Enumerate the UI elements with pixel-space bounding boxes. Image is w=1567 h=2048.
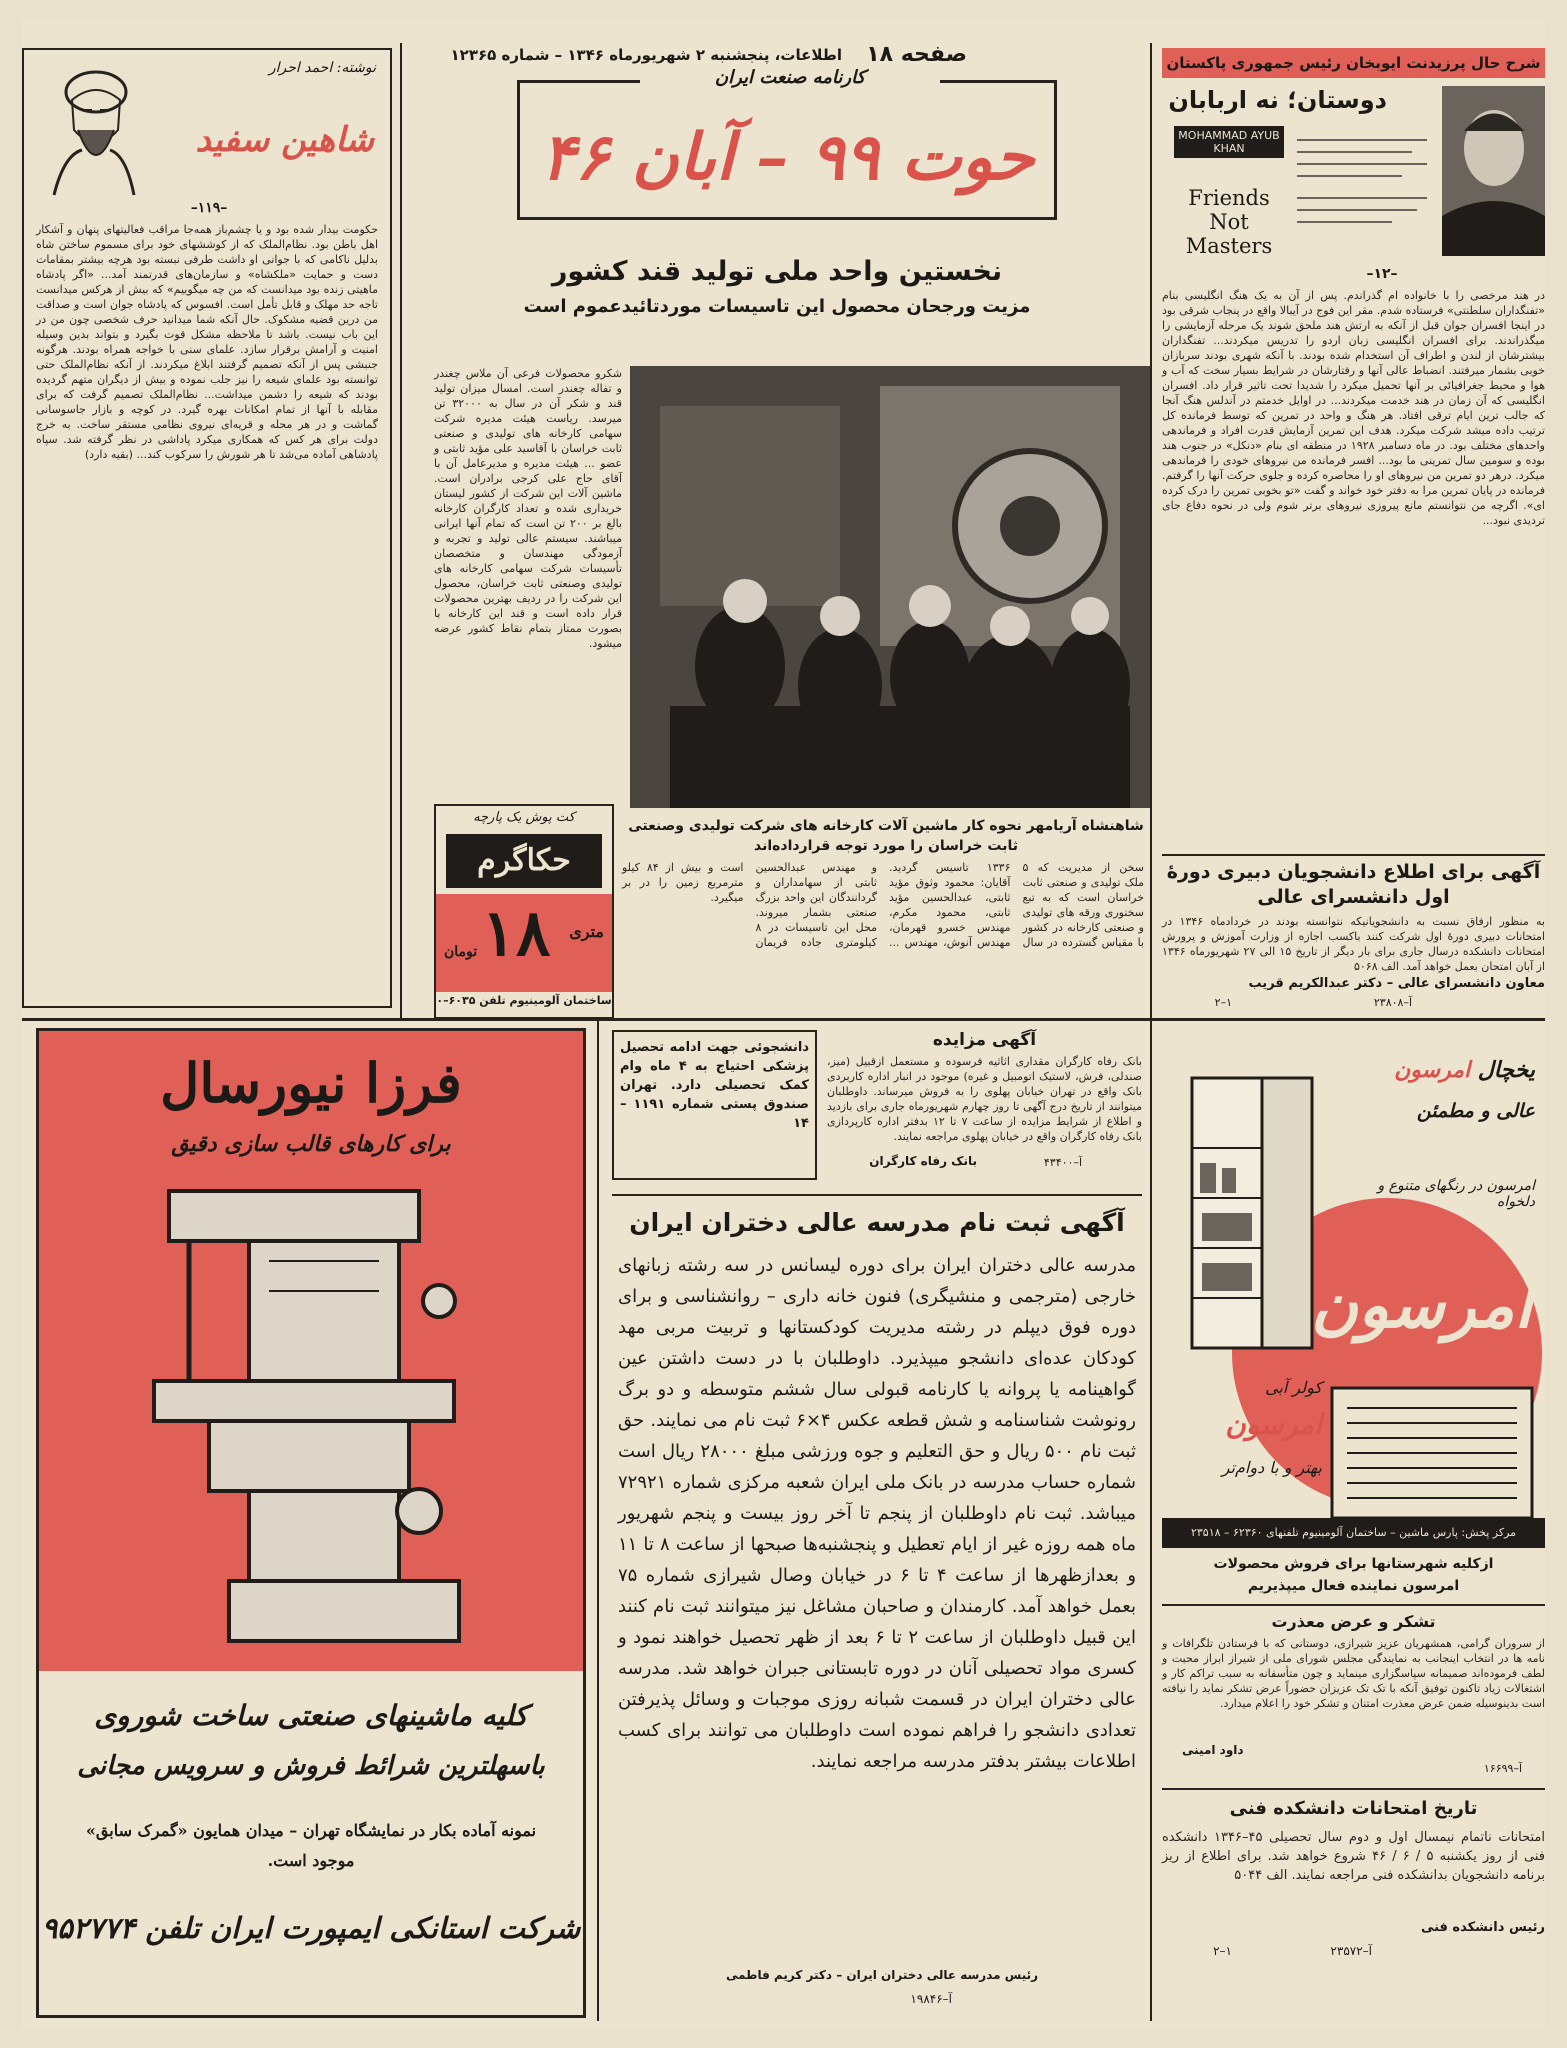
notice-body: به منظور ارفاق نسبت به دانشجویانیکه نتوانسته بودند در خردادماه ۱۳۴۶ در امتحانات دبیری دورهٔ اول شرکت کنند باکسب اجازه از وزارت آموزش و پرورش امتحانات دانشکده درسال جاری برای بار دیگر از تاریخ ۱۵ الی ۲۷ شهریورماه ۱۳۴۶ از آبان امتحان بعمل خواهد آمد. الف ۵۰۶۸ <box>1158 915 1545 973</box>
thanks-code: آ–۱۶۶۹۹ <box>1483 1762 1522 1775</box>
cooler-illustration <box>1322 1378 1542 1528</box>
newspaper-page <box>22 18 1545 2030</box>
book-title: Friends Not Masters <box>1185 186 1273 258</box>
fridge-label-text: یخچال <box>1477 1058 1535 1083</box>
fridge-slogan: عالی و مطمئن <box>1416 1100 1535 1122</box>
auction-signature: بانک رفاه کارگران <box>869 1154 977 1168</box>
coat-ad-top: کت پوش یک پارچه <box>473 810 575 825</box>
fridge-illustration <box>1172 1068 1322 1358</box>
poet-portrait-icon <box>34 60 154 195</box>
coat-ad-price-label: متری <box>569 922 604 941</box>
story-body-right: شکرو محصولات فرعی آن ملاس چغندر و تفاله چغندر است. امسال میزان تولید قند و شکر آن در سال به ۳۲۰۰۰ تن میرسد. ریاست هیئت مدیره شرکت سهامی کارخانه های تولیدی و صنعتی ثابت خراسان با آقاسید علی مؤید ثابتی و عضو ... هیئت مدیره و مدیرعامل آن با آقای حاج علی کرجی برادران است. ماشین آلات این شرکت از کشور لیستان خریداری شده و تعداد کارگران کارخانه بالغ بر ۲۰۰ تن است که تمام آنها ایرانی میباشند. سیستم عالی تولید و تجربه و آزمودگی مهندسان و متخصصان تأسیسات شرکت سهامی کارخانه های تولیدی وصنعتی ثابت خراسان، محصول این شرکت را در ردیف بهترین محصولات قرار داده است و قند این کارخانه با بصورت ممتاز بتمام نقاط کشور عرضه میشود. <box>430 367 623 650</box>
machine-ad-brand: فرزا نیورسال <box>160 1051 462 1115</box>
fridge-label <box>1355 1058 1535 1083</box>
school-title: آگهی ثبت نام مدرسه عالی دختران ایران <box>629 1208 1125 1237</box>
industry-ad-banner <box>517 67 1057 220</box>
biography-episode: –۱۲– <box>1366 266 1398 282</box>
rule <box>1162 854 1545 856</box>
photo-caption: شاهنشاه آریامهر نحوه کار ماشین آلات کارخانه های شرکت تولیدی وصنعتی ثابت خراسان را مورد توجه قرارداده‌اند <box>628 818 1144 854</box>
portrait-illustration <box>34 60 154 195</box>
notice-code: آ–۲۳۸۰۸ <box>1373 996 1412 1009</box>
biography-kicker: شرح حال پرزیدنت ایوبخان رئیس جمهوری پاکستان <box>1162 48 1545 78</box>
book-author-label: MOHAMMAD AYUB KHAN <box>1174 126 1284 158</box>
auction-code: آ–۴۳۴۰۰ <box>1043 1156 1082 1169</box>
auction-body: بانک رفاه کارگران مقداری اثاثیه فرسوده و مستعمل ازقبیل (میز، صندلی، فرش، لاستیک اتومبیل و غیره) موجود در انبار اداره کاربردی بانک واقع در تهران خیابان پهلوی را به فروش میرساند. داوطلبان میتوانند از تاریخ درج آگهی تا روز چهارم شهریورماه جاری برای بازدید و اطلاع از شرایط مزایده از ساعت ۷ تا ۱۲ بدفتر اداره کارپردازی بانک رفاه کارگران واقع در خیابان پهلوی مراجعه نمایند. <box>823 1055 1143 1143</box>
thanks-body: از سروران گرامی، همشهریان عزیز شیرازی، دوستانی که با فرستادن تلگرافات و نامه ها در انتخاب اینجانب به نمایندگی مجلس شورای ملی از شیراز ابراز محبت و لطف فرموده‌اند صمیمانه سپاسگزاری مینماید و چون متأسفانه به سبب تراکم کار و اشتغالات زیاد تاکنون توفیق آنکه با تک تک عزیزان حضوراً عرض تشکر نماید را نیافته است بدینوسیله ضمن عرض معذرت امتنان و تشکر خود را اعلام میدارد. <box>1158 1637 1545 1710</box>
rule <box>1162 1788 1545 1790</box>
book-page-thumbnail <box>1292 128 1432 238</box>
emerson-ad <box>1162 1028 1545 1548</box>
industry-ad-tagline: کارنامه صنعت ایران <box>640 67 940 88</box>
notice-title: آگهی برای اطلاع دانشجویان دبیری دورهٔ اول دانشسرای عالی <box>1166 861 1541 908</box>
emerson-footer1: ازکلیه شهرستانها برای فروش محصولات <box>1213 1556 1494 1572</box>
thanks-title: تشکر و عرض معذرت <box>1271 1612 1436 1631</box>
machine-ad-line3: نمونه آماده بکار در نمایشگاه تهران – میدان همایون «گمرک سابق» <box>85 1821 537 1840</box>
industry-ad-headline: حوت ۹۹ – آبان ۴۶ <box>540 120 1035 195</box>
fridge-desc: امرسون در رنگهای متنوع و دلخواه <box>1377 1178 1535 1210</box>
column-rule <box>1150 1021 1152 2021</box>
author-byline: نوشته: احمد احرار <box>268 60 376 76</box>
cooler-slogan: بهتر و با دوام‌تر <box>1221 1458 1322 1477</box>
coat-ad-price: ۱۸ <box>481 896 551 971</box>
notice-signature: معاون دانشسرای عالی – دکتر عبدالکریم قریب <box>1248 976 1545 991</box>
auction-title: آگهی مزایده <box>932 1030 1037 1050</box>
notice-number: ۱–۲ <box>1214 996 1232 1009</box>
emerson-distributor: مرکز پخش: پارس ماشین – ساختمان آلومینیوم تلفنهای ۶۲۳۶۰ – ۲۳۵۱۸ <box>1162 1518 1545 1548</box>
coat-ad-brand: حکاگرم <box>446 834 602 888</box>
biography-body: در هند مرخصی را با خانواده ام گذراندم. پس از آن به یک هنگ انگلیسی بنام «تفنگداران سلطنتی» فرستاده شدم. مقر این فوج در آیبالا واقع در پنجاب شرقی بود در اینجا افسران جوان قبل از آنکه به ارتش هند ملحق شوند یک مرحله آزمایشی را میگذراندند. برای افسران انگلیسی زبان اردو را تدریس میکردند... تفنگداران بیشترشان از لندن و اطراف آن استخدام شده بودند. با آنکه شهری بودند سربازان خوبی بشمار میرفتند. انضباط عالی آنها و رفتارشان در شرایط بسیار سخت که آب و هوا و محیط جغرافیائی بر آنها تحمیل میکرد را شدیدا تحت تاثیر قرار داد. افسران انگلیسی که آن زمان در هند خدمت میکردند... در اوایل خدمتم در آندلس هنگ آنجا که جالب ترین ایام ترقی افتاد. هر هنگ و واحد در تمرین که توسط فرمانده کل ترتیب داده میشد شرکت میکرد. هدف این تمرین آزمایش قدرت افراد و فرماندهی واحدهای مختلف بود. در ماه دسامبر ۱۹۲۸ در منطقه ای بنام «دنکل» در جنوب هند بوده و سومین سال تمرینی ما بود... افسر فرمانده من نیروهای خودی را فرماندهی میکرد. درهر دو تمرین من نیروهای او را محاصره کرده و جلوی حرکت آنها را گرفتم. فرمانده در پایان تمرین مرا به دفتر خود خواند و گفت «تو بخوبی تمرین را درک کرده ای». اگرچه من نتوانستم مانع پیروزی نیروهای برتر شوم ولی در نحوه دفاع جای تردیدی نبود... <box>1158 289 1545 527</box>
story-subtitle: مزیت ورجحان محصول این تاسیسات موردتائیدعموم است <box>523 296 1031 317</box>
rule <box>1162 1604 1545 1606</box>
serial-title: شاهین سفید <box>195 120 374 160</box>
serial-story-box <box>22 48 392 1008</box>
school-signature: رئیس مدرسه عالی دختران ایران – دکتر کریم فاطمی <box>725 1968 1039 1982</box>
machine-ad-line2: باسهلترین شرائط فروش و سرویس مجانی <box>77 1751 545 1781</box>
school-code: آ–۱۹۸۴۶ <box>910 1992 952 2006</box>
coat-ad-price-panel <box>436 894 612 992</box>
biography-headline: دوستان؛ نه اربابان <box>1168 86 1387 114</box>
milling-machine-icon <box>149 1181 479 1661</box>
story-title: نخستین واحد ملی تولید قند کشور <box>551 256 1003 287</box>
air-cooler-icon <box>1322 1378 1542 1528</box>
machine-ad-line1: کلیه ماشینهای صنعتی ساخت شوروی <box>94 1699 528 1732</box>
cooler-brand: امرسون <box>1225 1408 1322 1441</box>
refrigerator-icon <box>1172 1068 1322 1358</box>
coat-ad-currency: تومان <box>444 944 478 960</box>
thanks-signature: داود امینی <box>1182 1743 1244 1757</box>
school-body: مدرسه عالی دختران ایران برای دوره لیسانس در سه رشته زبانهای خارجی (مترجمی و منشیگری) فنون خانه داری – روانشناسی و برای دوره فوق دیپلم در رشته مدیریت کودکستانها و تربیت مربی مهد کودکان عده‌ای دانشجو میپذیرد. داوطلبان با در دست داشتن عین گواهینامه یا پروانه یا کارنامه قبولی سال ششم متوسطه و دو برگ رونوشت شناسنامه و شش قطعه عکس ۴×۶ ثبت نام می نمایند. حق ثبت نام ۵۰۰ ریال و حق التعلیم و جوه ورزشی مبلغ ۲۸۰۰۰ ریال است شماره حساب مدرسه در بانک ملی ایران شعبه مرکزی شماره ۷۲۹۲۱ میباشد. ثبت نام داوطلبان از پنجم تا آخر روز بیست و پنجم شهریور ماه همه روزه غیر از ایام تعطیل و پنجشنبه‌ها صبحها از ساعت ۸ تا ۱۱ و بعدازظهرها از ساعت ۴ تا ۶ در خیابان وصال شیرازی شماره ۷۵ بعمل خواهد آمد. کارمندان و صاحبان مشاغل نیز میتوانند ثبت نام کنند این قبیل داوطلبان از ساعت ۲ تا ۶ بعد از ظهر تحصیل خواهند نمود و کسری مواد تحصیلی آنان در دوره تابستانی جبران خواهد شد. مدرسه عالی دختران ایران در قسمت شبانه روزی موجبات و وسائل پذیرفتن تعدادی دانشجو را فراهم نموده است داوطلبان می توانند برای کسب اطلاعات بیشتر بدفتر مدرسه مراجعه نمایند. <box>612 1255 1137 1772</box>
milling-machine-illustration <box>149 1181 479 1661</box>
ayub-khan-photo <box>1442 86 1545 256</box>
machine-ad-red-panel <box>39 1031 583 1671</box>
serial-body: حکومت بیدار شده بود و یا چشم‌باز همه‌جا مراقب فعالیتهای پنهان و آشکار اهل باطن بود. نظام‌الملک که از کوششهای خود برای مسموم ساختن شاه بدلیل ناکامی که با جوانی او داشت طرفی نبسته بود هرچه بیشتر بمقامات دست و حمایت «ملکشاه» و سازمان‌های قدرتمند آمد... «اگر پادشاه ماهیتی زنده بود میدانست که من چه میگوییم» که بیش از هرکس میدانست تاجه حد مهلک و قابل تأمل است. افسوس که پادشاه جوان است و صداقت من درین قضیه مشکوک. حال آنکه شما میدانید حرف شخصی چون من در این باب نیست. باشد تا ملاحظه مشکل قوت بگیرد و بتواند بدین وسیله امنیت و آرامش برقرار سازد. علمای سنی با خواجه همراه بودند. هرگونه جنبشی پس از آنکه تصمیم گرفتند ابلاغ میکردند. از آنکه نظام‌الملک حتی توانسته بود علمای شیعه را نیز جلب نموده و بیش از دیگران متهم گردیده بودند که شیعه را دشمن میداشت... نظام‌الملک تصمیم گرفت که برای مقابله با آنها از تمام امکانات بهره گیرد. در کوچه و بازار جاسوسانی گماشت و در هر محله و قریه‌ای نیروی نظامی مستقر ساخت. به خرج دولت برای هر کس که همکاری میکرد پاداشی در نظر گرفته شد. سپاه پادشاهی آماده می‌شد تا هر شورش را سرکوب کند... (بقیه دارد) <box>32 223 379 461</box>
machine-ad-tagline: برای کارهای قالب سازی دقیق <box>171 1131 451 1157</box>
exam-body: امتحانات ناتمام نیمسال اول و دوم سال تحصیلی ۴۵–۱۳۴۶ دانشکده فنی از روز یکشنبه ۵ / ۶ / ۴۶ شروع خواهد شد. برای اطلاع از ریز برنامه دانشجویان بدانشکده فنی مراجعه نمایند. الف ۵۰۴۴ <box>1157 1830 1545 1883</box>
portrait-photo-icon <box>1442 86 1545 256</box>
book-page-icon <box>1292 128 1432 238</box>
exam-signature: رئیس دانشکده فنی <box>1420 1920 1545 1935</box>
exam-number: ۱–۲ <box>1213 1944 1232 1958</box>
exam-code: آ–۲۳۵۷۲ <box>1330 1944 1372 1958</box>
page-number: صفحه ۱۸ <box>866 42 967 67</box>
coat-ad <box>434 804 614 1019</box>
column-rule <box>597 1021 599 2021</box>
factory-photo-icon <box>630 366 1150 808</box>
exam-title: تاریخ امتحانات دانشکده فنی <box>1229 1798 1478 1819</box>
machine-ad <box>36 1028 586 2018</box>
emerson-big-brand: امرسون <box>1310 1268 1532 1343</box>
column-rule <box>400 43 402 1018</box>
column-rule <box>1150 43 1152 1018</box>
student-loan-box <box>612 1030 817 1180</box>
machine-ad-line4: موجود است. <box>267 1851 355 1870</box>
student-loan-text: دانشجوئی جهت ادامه تحصیل پزشکی احتیاج به ۴ ماه وام کمک تحصیلی دارد. تهران صندوق پستی شماره ۱۱۹۱ – ۱۴ <box>620 1040 809 1131</box>
news-photo <box>630 366 1150 808</box>
emerson-footer2: امرسون نماینده فعال میپذیریم <box>1247 1578 1460 1594</box>
section-rule <box>22 1018 1545 1021</box>
coat-ad-footer: ساختمان آلومینیوم تلفن ۶۰۳۵–۰ <box>436 994 612 1007</box>
episode-number: –۱۱۹– <box>190 200 228 216</box>
rule <box>612 1194 1142 1196</box>
cooler-label: کولر آبی <box>1265 1378 1322 1397</box>
machine-ad-company: شرکت استانکی ایمپورت ایران تلفن ۹۵۲۷۷۴ <box>41 1911 581 1945</box>
story-body-bottom: سخن از مدیریت که ۵ ملک تولیدی و صنعتی ثابت خراسان است که به تبع سخنوری ورقه های تولیدی و صنعتی کارخانه در کشور با مقیاس گسترده در سال ۱۳۳۶ تاسیس گردید. آقایان: محمود وثوق مؤید ثابتی، عبدالحسین مؤید ثابتی، محمود مکرم، مهندس خسرو قهرمان، مهندس آنوش، مهندس ... و مهندس عبدالحسین ثابتی از سهامداران و گردانندگان این واحد بزرگ صنعتی بشمار میروند. محل این تاسیسات در ۸ کیلومتری جاده فریمان است و بیش از ۸۴ کیلو مترمربع زمین را در بر میگیرد. <box>618 861 1144 949</box>
dateline: اطلاعات، پنجشنبه ۲ شهریورماه ۱۳۴۶ – شماره ۱۲۳۶۵ <box>450 46 842 64</box>
fridge-brand: امرسون <box>1394 1058 1471 1083</box>
